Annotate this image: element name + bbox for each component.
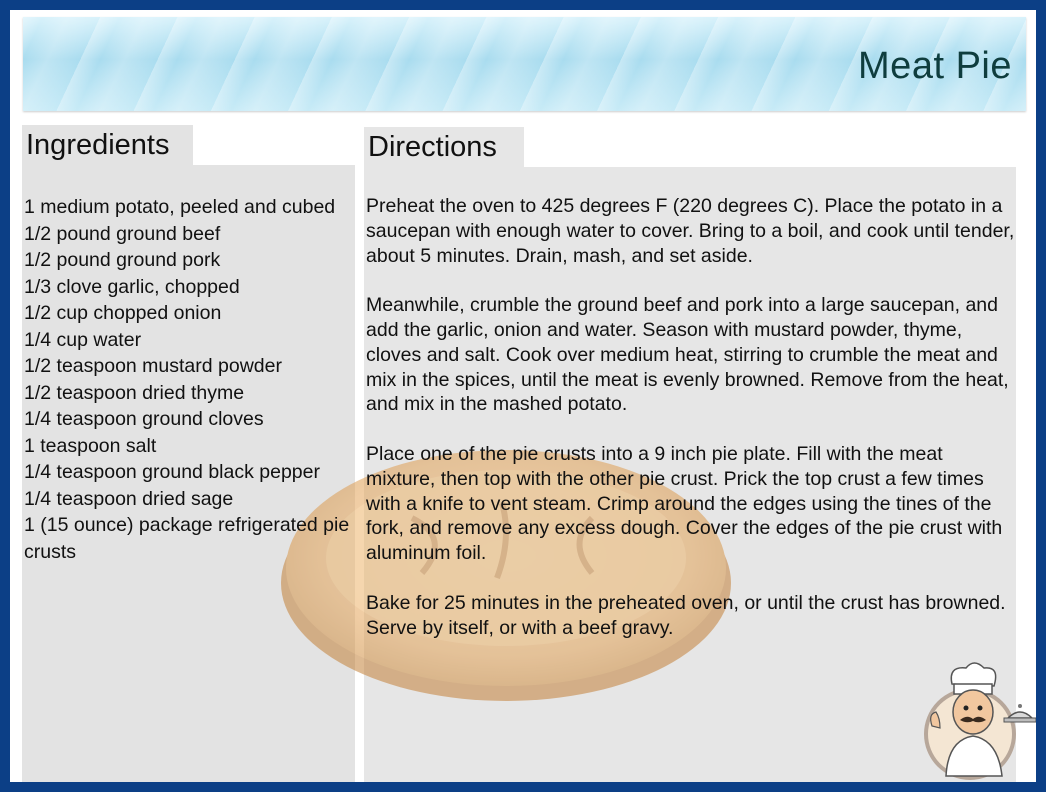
chef-logo xyxy=(910,656,1036,782)
title-banner xyxy=(23,17,1026,111)
ingredient-item: 1/2 pound ground beef xyxy=(24,222,221,245)
ingredient-item: 1/2 teaspoon dried thyme xyxy=(24,381,245,404)
direction-step: Preheat the oven to 425 degrees F (220 degrees C). Place the potato in a saucepan with enough water to cover. Bring to a boil, and cook until tender, about 5 minutes. Drain, mash, and set aside. xyxy=(366,195,1015,267)
direction-step: Bake for 25 minutes in the preheated oven, or until the crust has browned. Serve by itself, or with a beef gravy. xyxy=(366,591,1006,639)
directions-heading: Directions xyxy=(364,127,524,169)
ingredient-item: 1 medium potato, peeled and cubed xyxy=(24,196,336,218)
direction-step: Meanwhile, crumble the ground beef and pork into a large saucepan, and add the garlic, onion and water. Season with mustard powder, thyme, cloves and salt. Cook over medium heat, stirring to crumble the meat and mix in the spices, until the meat is evenly browned. Remove from the heat, and mix in the mashed potato. xyxy=(366,294,1009,416)
ingredient-item: 1 teaspoon salt xyxy=(24,434,157,457)
ingredients-heading: Ingredients xyxy=(22,125,193,167)
ingredient-item: 1/4 teaspoon ground cloves xyxy=(24,408,264,430)
ingredients-list xyxy=(24,194,354,565)
direction-step: Place one of the pie crusts into a 9 inch pie plate. Fill with the meat mixture, then top with the other pie crust. Prick the top crust a few times with a knife to vent steam. Crimp around the edges using the tines of the fork, and remove any excess dough. Cover the edges of the pie crust with aluminum foil. xyxy=(366,442,1003,565)
page-title: Meat Pie xyxy=(858,45,1012,87)
ingredient-item: 1/2 teaspoon mustard powder xyxy=(24,355,282,377)
recipe-card xyxy=(10,10,1036,782)
ingredient-item: 1/4 cup water xyxy=(24,328,142,351)
ingredient-item: 1/2 cup chopped onion xyxy=(24,302,222,324)
directions-text xyxy=(366,194,1016,665)
ingredient-item: 1 (15 ounce) package refrigerated pie crusts xyxy=(24,514,350,563)
ingredient-item: 1/4 teaspoon ground black pepper xyxy=(24,461,320,483)
ingredient-item: 1/4 teaspoon dried sage xyxy=(24,487,234,510)
ingredient-item: 1/3 clove garlic, chopped xyxy=(24,275,240,298)
ingredient-item: 1/2 pound ground pork xyxy=(24,249,221,271)
